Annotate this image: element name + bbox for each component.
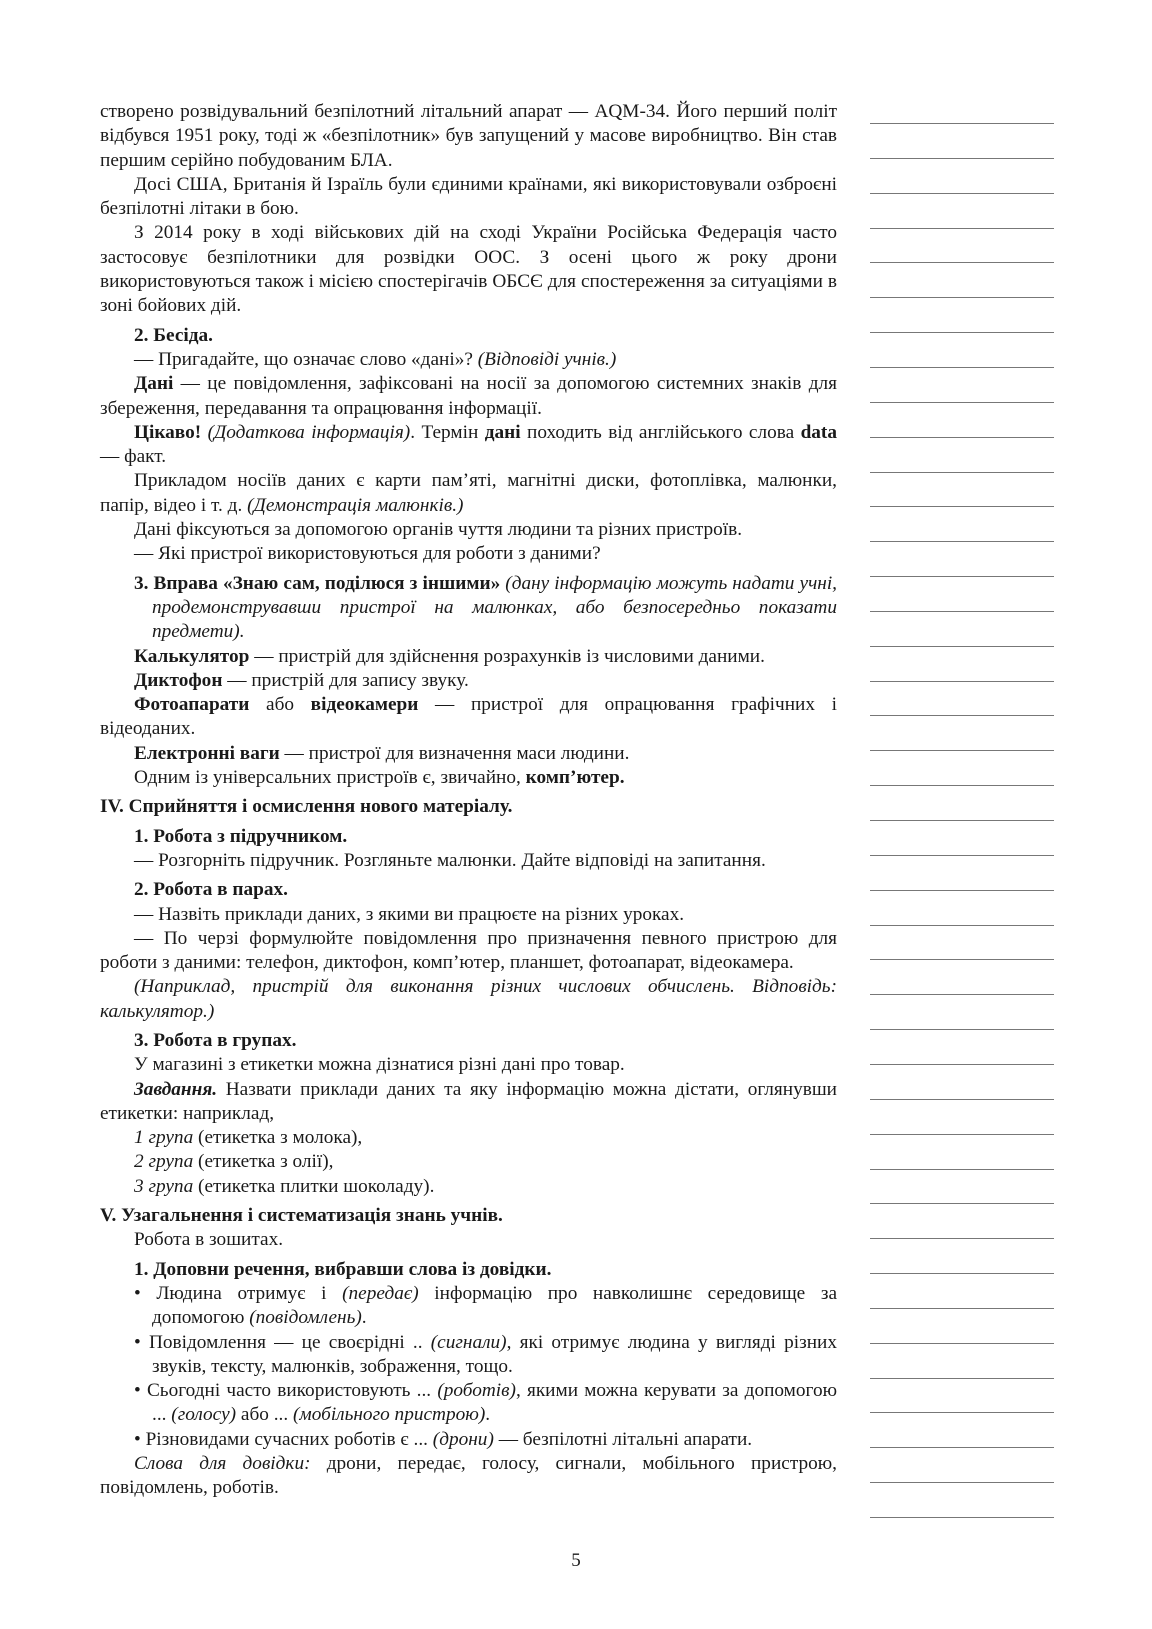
bullet-item: • Сьогодні часто використовують ... (роботів), якими можна керувати за допомогою ... (голосу) або ... (мобільного пристрою). [134, 1380, 838, 1426]
note-line [870, 262, 1054, 263]
note-line [870, 890, 1054, 891]
note-line [870, 1343, 1054, 1344]
paragraph-computer: Одним із універсальних пристроїв є, звичайно, комп’ютер. [134, 767, 625, 789]
note-line [870, 1203, 1054, 1204]
paragraph-iv-1: — Розгорніть підручник. Розгляньте малюнки. Дайте відповіді на запитання. [134, 849, 766, 871]
note-line [870, 437, 1054, 438]
paragraph-countries: Досі США, Британія й Ізраїль були єдиними країнами, які використовували озброєні безпілотні літаки в бою. [100, 173, 837, 220]
paragraph-iv-3: У магазині з етикетки можна дізнатися різні дані про товар. [134, 1054, 625, 1076]
note-line [870, 1238, 1054, 1239]
note-line [870, 193, 1054, 194]
question-devices: — Які пристрої використовуються для роботи з даними? [134, 543, 601, 565]
paragraph-cikavo: Цікаво! (Додаткова інформація). Термін дані походить від англійського слова data — факт. [100, 421, 837, 468]
paragraph-iv-2a: — Назвіть приклади даних, з якими ви працюєте на різних уроках. [134, 903, 685, 925]
note-line [870, 681, 1054, 682]
paragraph-zavdannya: Завдання. Назвати приклади даних та яку інформацію можна дістати, оглянувши етикетки: наприклад, [100, 1078, 837, 1124]
note-line [870, 959, 1054, 960]
note-line [870, 367, 1054, 368]
note-line [870, 402, 1054, 403]
note-line [870, 332, 1054, 333]
heading-section-v: V. Узагальнення і систематизація знань учнів. [100, 1205, 503, 1227]
def-dictaphone: Диктофон — пристрій для запису звуку. [134, 669, 469, 691]
question-dani: — Пригадайте, що означає слово «дані»? (Відповіді учнів.) [134, 348, 617, 370]
paragraph-nosii: Прикладом носіїв даних є карти пам’яті, магнітні диски, фотоплівка, малюнки, папір, відео і т. д. (Демонстрація малюнків.) [100, 470, 837, 516]
page-number: 5 [571, 1550, 581, 1571]
main-text-column [100, 100, 837, 1501]
word-bank: Слова для довідки: дрони, передає, голосу, сигнали, мобільного пристрою, повідомлень, роботів. [100, 1453, 837, 1499]
bullet-item: • Повідомлення — це своєрідні .. (сигнали), які отримує людина у вигляді різних звуків, тексту, малюнків, зображення, тощо. [134, 1331, 837, 1377]
note-line [870, 750, 1054, 751]
note-line [870, 820, 1054, 821]
note-line [870, 472, 1054, 473]
note-line [870, 541, 1054, 542]
note-line [870, 994, 1054, 995]
note-line [870, 123, 1054, 124]
note-line [870, 1517, 1054, 1518]
heading-vprava: 3. Вправа «Знаю сам, поділюся з іншими» (дану інформацію можуть надати учні, продемонструвавши пристрої на малюнках, або безпосередньо показати предмети). [134, 572, 838, 643]
heading-section-iv: IV. Сприйняття і осмислення нового матеріалу. [100, 796, 513, 818]
group-item: 2 група (етикетка з олії), [134, 1151, 334, 1173]
def-scales: Електронні ваги — пристрої для визначення маси людини. [134, 742, 630, 764]
note-line [870, 855, 1054, 856]
heading-iv-2: 2. Робота в парах. [134, 879, 288, 901]
paragraph-2014: З 2014 року в ході військових дій на сході України Російська Федерація часто застосовує безпілотники для розвідки ООС. З осені цього ж року дрони використовуються також і місією спостерігачів ОБСЄ для спостереження за ситуаціями в зоні бойових дій. [100, 222, 837, 317]
note-line [870, 1273, 1054, 1274]
group-item: 1 група (етикетка з молока), [134, 1127, 363, 1149]
group-item: 3 група (етикетка плитки шоколаду). [134, 1175, 435, 1197]
paragraph-drone-history: створено розвідувальний безпілотний літальний апарат — AQM-34. Його перший політ відбувся 1951 року, тоді ж «безпілотник» був запущений у масове виробництво. Він став першим серійно побудованим БЛА. [100, 101, 837, 171]
note-line [870, 715, 1054, 716]
heading-v-1: 1. Доповни речення, вибравши слова із довідки. [134, 1258, 552, 1280]
paragraph-iv-2b: — По черзі формулюйте повідомлення про призначення певного пристрою для роботи з даними: телефон, диктофон, комп’ютер, планшет, фотоапарат, відеокамера. [100, 927, 837, 974]
paragraph-v: Робота в зошитах. [134, 1229, 284, 1251]
note-line [870, 158, 1054, 159]
heading-beseda: 2. Бесіда. [134, 324, 213, 346]
note-line [870, 1378, 1054, 1379]
note-line [870, 1412, 1054, 1413]
note-line [870, 785, 1054, 786]
paragraph-fix: Дані фіксуються за допомогою органів чуття людини та різних пристроїв. [134, 519, 743, 541]
note-line [870, 1482, 1054, 1483]
note-iv-2: (Наприклад, пристрій для виконання різних числових обчислень. Відповідь: калькулятор.) [100, 976, 837, 1022]
heading-iv-3: 3. Робота в групах. [134, 1029, 297, 1051]
note-line [870, 1169, 1054, 1170]
def-camera: Фотоапарати або відеокамери — пристрої для опрацювання графічних і відеоданих. [100, 694, 837, 740]
note-line [870, 297, 1054, 298]
note-line [870, 925, 1054, 926]
note-line [870, 228, 1054, 229]
bullet-item: • Людина отримує і (передає) інформацію про навколишнє середовище за допомогою (повідомлень). [134, 1282, 838, 1329]
bullet-item: • Різновидами сучасних роботів є ... (дрони) — безпілотні літальні апарати. [134, 1428, 753, 1450]
note-line [870, 1099, 1054, 1100]
note-line [870, 1308, 1054, 1309]
note-line [870, 1447, 1054, 1448]
note-line [870, 506, 1054, 507]
heading-iv-1: 1. Робота з підручником. [134, 825, 348, 847]
note-line [870, 1029, 1054, 1030]
note-line [870, 646, 1054, 647]
definition-dani: Дані — це повідомлення, зафіксовані на носії за допомогою системних знаків для збереження, передавання та опрацювання інформації. [100, 373, 837, 419]
note-line [870, 1134, 1054, 1135]
def-calculator: Калькулятор — пристрій для здійснення розрахунків із числовими даними. [134, 645, 765, 667]
note-line [870, 576, 1054, 577]
note-line [870, 1064, 1054, 1065]
note-line [870, 611, 1054, 612]
